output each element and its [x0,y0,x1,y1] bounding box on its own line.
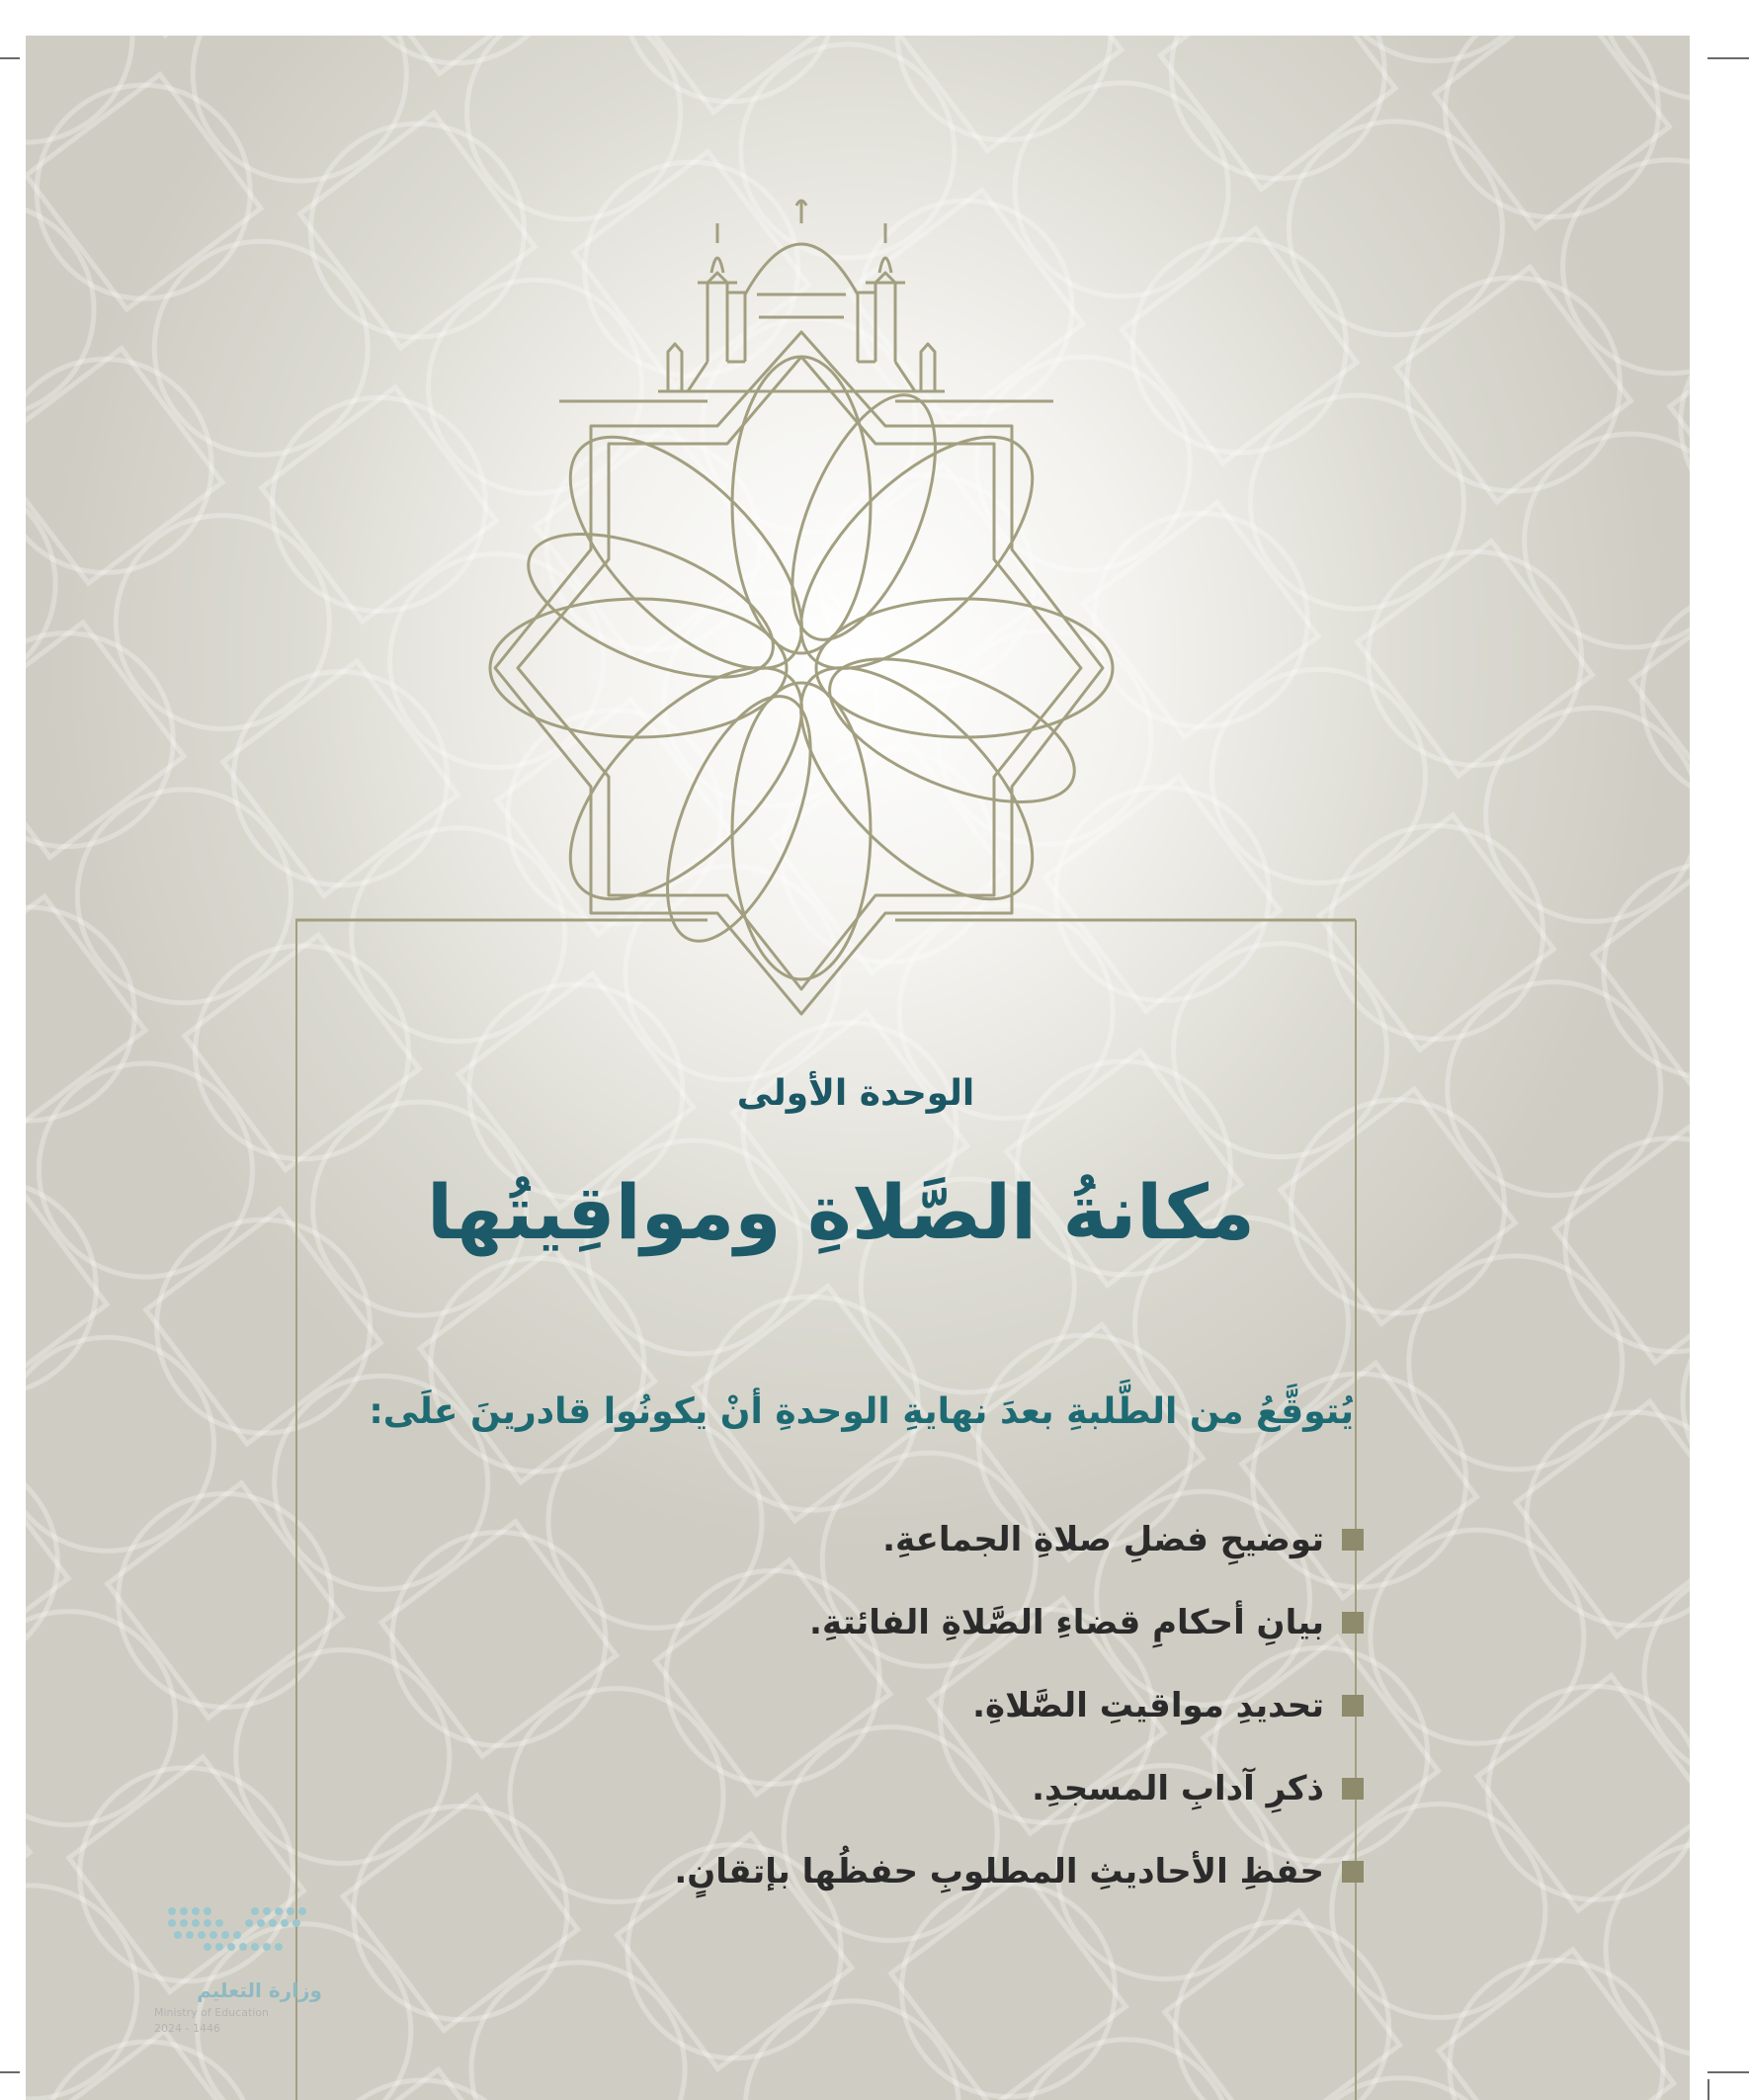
objective-text: تحديدِ مواقيتِ الصَّلاةِ. [972,1686,1324,1725]
objective-item [277,1664,1364,1747]
objective-text: ذكرِ آدابِ المسجدِ. [1032,1769,1324,1808]
logo-year: 2024 - 1446 [154,2022,220,2035]
crop-mark [0,57,20,59]
crop-mark [1707,2071,1749,2073]
ministry-of-education-logo [154,1891,352,2040]
objective-text: بيانِ أحكامِ قضاءِ الصَّلاةِ الفائتةِ. [809,1603,1324,1642]
logo-dots-icon [154,1891,322,1971]
objective-text: حفظِ الأحاديثِ المطلوبِ حفظُها بإتقانٍ. [674,1852,1324,1891]
square-bullet-icon [1342,1695,1364,1717]
objective-item [277,1581,1364,1664]
logo-arabic-name: وزارة التعليم [197,1978,322,2002]
logo-english-name: Ministry of Education [154,2006,270,2019]
crop-mark [0,2071,20,2073]
objective-item [277,1747,1364,1830]
unit-title: مكانةُ الصَّلاةِ ومواقِيتُها [427,1168,1255,1256]
crop-mark [1707,57,1749,59]
square-bullet-icon [1342,1612,1364,1634]
mosque-icon [658,201,945,391]
square-bullet-icon [1342,1861,1364,1883]
square-bullet-icon [1342,1529,1364,1551]
crop-mark [1707,2079,1709,2100]
objective-item [277,1830,1364,1913]
learning-objectives-list [277,1498,1364,1913]
objective-item [277,1498,1364,1581]
unit-label: الوحدة الأولى [736,1073,975,1114]
square-bullet-icon [1342,1778,1364,1800]
unit-cover-page [26,36,1690,2100]
learning-outcomes-intro: يُتوقَّعُ من الطَّلبةِ بعدَ نهايةِ الوحدةِ أنْ يكونُوا قادرينَ علَى: [369,1391,1354,1432]
rosette-icon [490,357,1113,979]
objective-text: توضيحِ فضلِ صلاةِ الجماعةِ. [882,1520,1324,1559]
